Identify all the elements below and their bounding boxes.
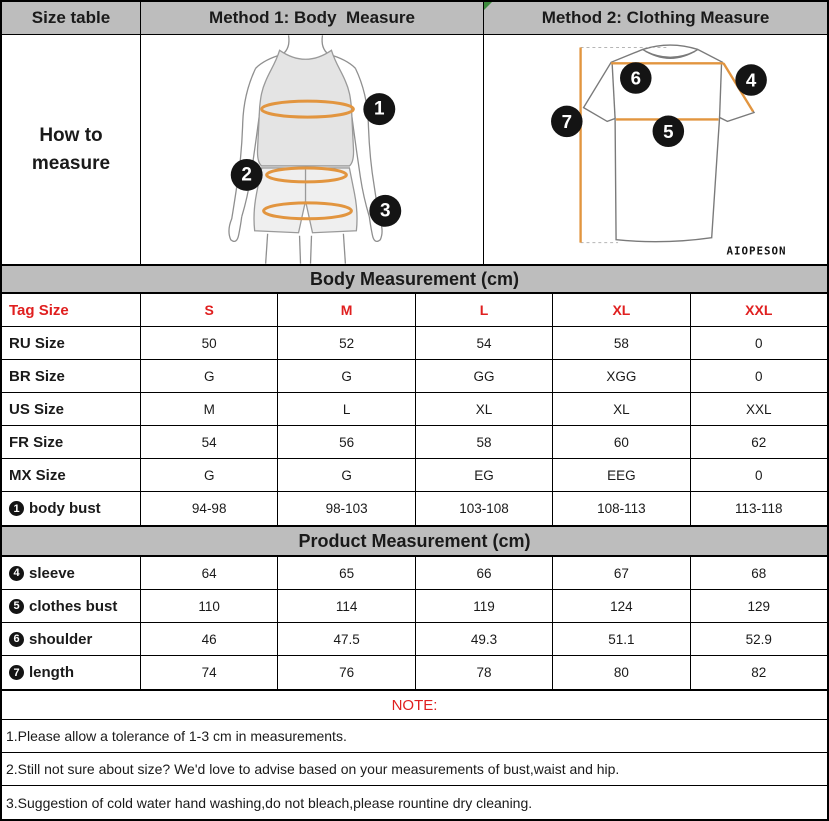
size-table-title bbox=[2, 2, 140, 34]
body-measure-diagram bbox=[140, 35, 483, 264]
table-row-shoulder bbox=[2, 623, 827, 656]
table-cell: 47.5 bbox=[277, 623, 414, 655]
table-row-length bbox=[2, 656, 827, 689]
circled-number-badge: 1 bbox=[9, 501, 24, 516]
table-cell: 56 bbox=[277, 426, 414, 458]
table-cell: EEG bbox=[552, 459, 689, 491]
method2-header bbox=[483, 2, 827, 34]
body-diagram-svg bbox=[141, 35, 483, 264]
table-cell: XL bbox=[415, 393, 552, 425]
row-label bbox=[2, 557, 140, 589]
row-label-text: shoulder bbox=[29, 630, 93, 648]
table-cell: 58 bbox=[552, 327, 689, 359]
table-cell: 58 bbox=[415, 426, 552, 458]
table-row-ru-size bbox=[2, 327, 827, 360]
row-label bbox=[2, 590, 140, 622]
table-cell: 76 bbox=[277, 656, 414, 689]
row-label: US Size bbox=[9, 400, 65, 418]
table-cell: 65 bbox=[277, 557, 414, 589]
row-label bbox=[2, 492, 140, 525]
table-cell: 54 bbox=[140, 426, 277, 458]
note-line-2: 2.Still not sure about size? We'd love to advise based on your measurements of bust,waist and hip. bbox=[2, 753, 827, 786]
marker-6-number: 6 bbox=[630, 67, 641, 89]
product-measurement-title: Product Measurement (cm) bbox=[2, 525, 827, 557]
size-col-xl: XL bbox=[552, 294, 689, 326]
marker-3-number: 3 bbox=[380, 200, 391, 222]
table-row-us-size bbox=[2, 393, 827, 426]
table-row-clothes-bust bbox=[2, 590, 827, 623]
table-cell: 52 bbox=[277, 327, 414, 359]
marker-7-number: 7 bbox=[561, 110, 573, 132]
table-cell: 124 bbox=[552, 590, 689, 622]
table-cell: G bbox=[277, 459, 414, 491]
table-cell: GG bbox=[415, 360, 552, 392]
clothing-measure-diagram bbox=[483, 35, 827, 264]
table-cell: 119 bbox=[415, 590, 552, 622]
table-row-body-bust bbox=[2, 492, 827, 525]
table-row-mx-size bbox=[2, 459, 827, 492]
marker-4-number: 4 bbox=[745, 69, 757, 91]
table-cell: 50 bbox=[140, 327, 277, 359]
table-cell: 52.9 bbox=[690, 623, 827, 655]
body-measurement-title: Body Measurement (cm) bbox=[2, 264, 827, 294]
brand-watermark: AIOPESON bbox=[726, 244, 787, 258]
row-label bbox=[2, 623, 140, 655]
row-label: RU Size bbox=[9, 334, 65, 352]
table-cell: 98-103 bbox=[277, 492, 414, 525]
how-to-measure-row bbox=[2, 35, 827, 264]
table-cell: 108-113 bbox=[552, 492, 689, 525]
marker-2-number: 2 bbox=[241, 164, 252, 186]
marker-5-number: 5 bbox=[663, 120, 674, 142]
row-label-text: body bust bbox=[29, 500, 101, 517]
table-cell: 129 bbox=[690, 590, 827, 622]
table-cell: 74 bbox=[140, 656, 277, 689]
size-table-label: Size table bbox=[31, 8, 111, 27]
row-label bbox=[2, 656, 140, 689]
table-row-br-size bbox=[2, 360, 827, 393]
table-cell: 64 bbox=[140, 557, 277, 589]
table-cell: XGG bbox=[552, 360, 689, 392]
table-cell: 60 bbox=[552, 426, 689, 458]
row-label: Tag Size bbox=[9, 301, 69, 319]
method1-header bbox=[140, 2, 483, 34]
marker-1-number: 1 bbox=[374, 98, 385, 120]
table-cell: 114 bbox=[277, 590, 414, 622]
table-cell: 0 bbox=[690, 327, 827, 359]
table-row-sleeve bbox=[2, 557, 827, 590]
table-cell: G bbox=[140, 459, 277, 491]
table-cell: 49.3 bbox=[415, 623, 552, 655]
table-cell: 46 bbox=[140, 623, 277, 655]
row-label-text: clothes bust bbox=[29, 597, 118, 615]
table-cell: G bbox=[277, 360, 414, 392]
row-label: MX Size bbox=[9, 466, 66, 484]
row-label-text: length bbox=[29, 664, 74, 681]
table-cell: 66 bbox=[415, 557, 552, 589]
method2-label: Method 2: Clothing Measure bbox=[541, 8, 770, 27]
table-cell: M bbox=[140, 393, 277, 425]
row-label-text: sleeve bbox=[29, 564, 75, 582]
table-cell: XXL bbox=[690, 393, 827, 425]
table-cell: 82 bbox=[690, 656, 827, 689]
table-cell: EG bbox=[415, 459, 552, 491]
size-col-l: L bbox=[415, 294, 552, 326]
table-cell: 68 bbox=[690, 557, 827, 589]
note-line-1: 1.Please allow a tolerance of 1-3 cm in measurements. bbox=[2, 720, 827, 753]
table-cell: 113-118 bbox=[690, 492, 827, 525]
clothing-diagram-svg bbox=[484, 35, 827, 264]
tank-top-shape bbox=[257, 50, 353, 166]
table-cell: 0 bbox=[690, 459, 827, 491]
size-col-m: M bbox=[277, 294, 414, 326]
tag-size-row bbox=[2, 294, 827, 327]
row-label: FR Size bbox=[9, 433, 64, 451]
table-header-row bbox=[2, 2, 827, 35]
row-label: BR Size bbox=[9, 367, 65, 385]
table-cell: XL bbox=[552, 393, 689, 425]
table-cell: 67 bbox=[552, 557, 689, 589]
table-cell: 94-98 bbox=[140, 492, 277, 525]
note-line-3: 3.Suggestion of cold water hand washing,do not bleach,please rountine dry cleaning. bbox=[6, 794, 533, 811]
size-col-s: S bbox=[140, 294, 277, 326]
table-row-fr-size bbox=[2, 426, 827, 459]
table-cell: 78 bbox=[415, 656, 552, 689]
note-title: NOTE: bbox=[2, 689, 827, 720]
table-cell: 54 bbox=[415, 327, 552, 359]
cell-corner-marker-icon bbox=[484, 2, 492, 10]
table-cell: 51.1 bbox=[552, 623, 689, 655]
circled-number-badge: 7 bbox=[9, 665, 24, 680]
table-cell: 0 bbox=[690, 360, 827, 392]
table-cell: 80 bbox=[552, 656, 689, 689]
circled-number-badge: 5 bbox=[9, 599, 24, 614]
method1-label: Method 1: Body Measure bbox=[209, 8, 415, 27]
size-col-xxl: XXL bbox=[690, 294, 827, 326]
circled-number-badge: 6 bbox=[9, 632, 24, 647]
table-cell: 103-108 bbox=[415, 492, 552, 525]
table-cell: 62 bbox=[690, 426, 827, 458]
table-cell: L bbox=[277, 393, 414, 425]
table-cell: 110 bbox=[140, 590, 277, 622]
circled-number-badge: 4 bbox=[9, 566, 24, 581]
table-cell: G bbox=[140, 360, 277, 392]
how-to-measure-label: How to measure bbox=[31, 124, 111, 174]
